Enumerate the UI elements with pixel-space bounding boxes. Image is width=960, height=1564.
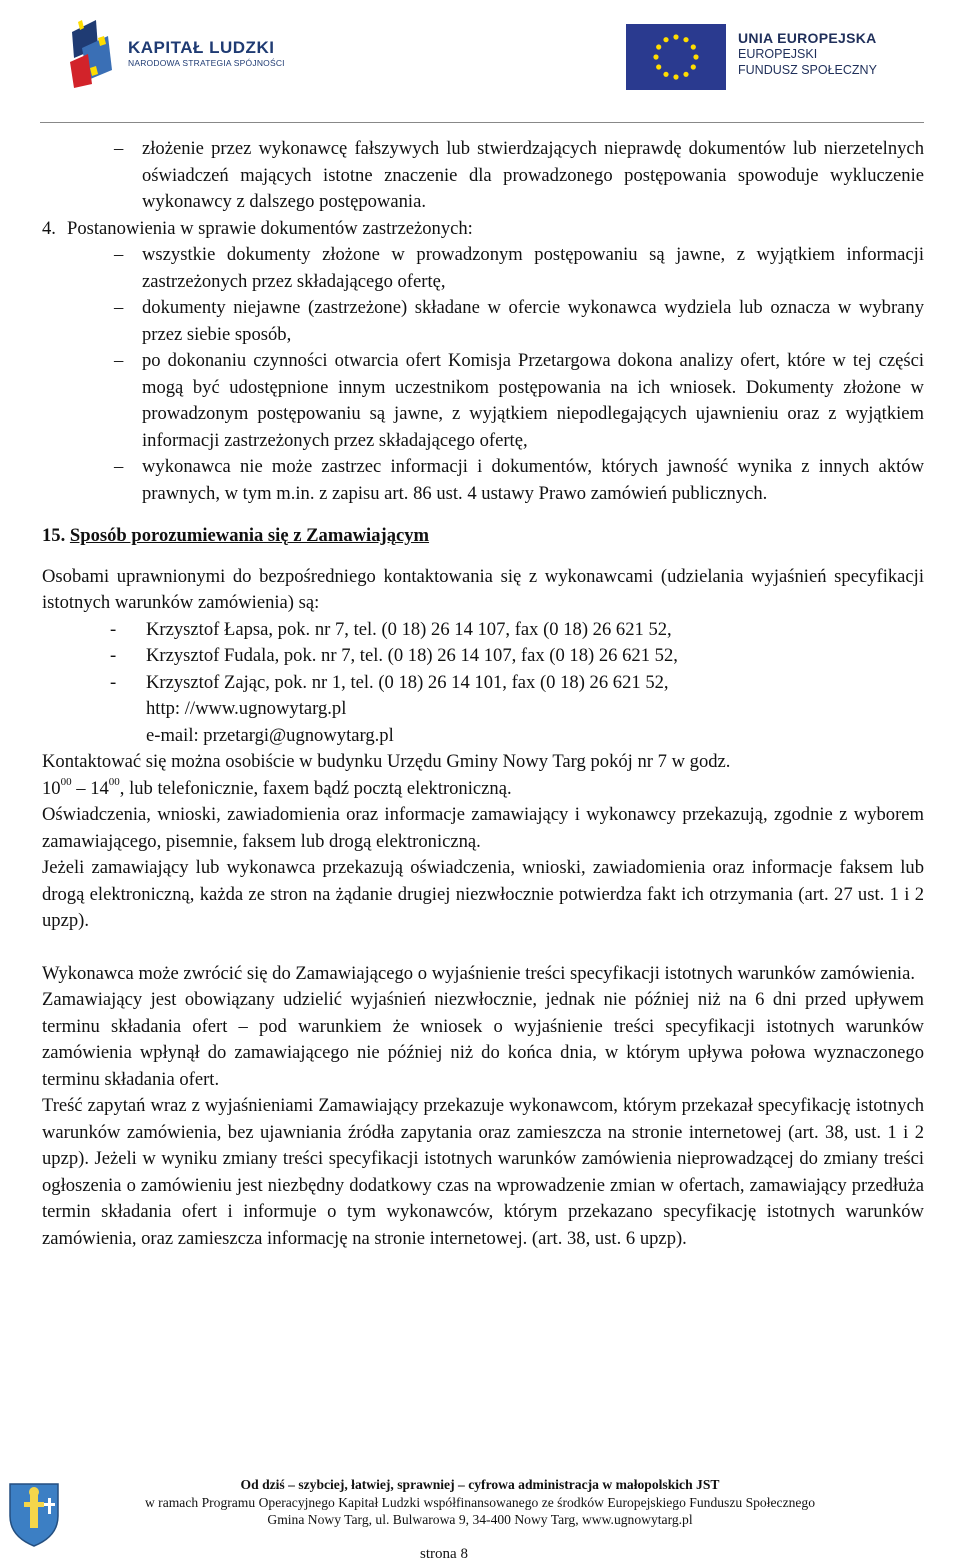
website-link[interactable]: http: //www.ugnowytarg.pl bbox=[146, 698, 347, 719]
eu-line-2: EUROPEJSKI bbox=[738, 47, 818, 61]
hour-separator: – bbox=[71, 777, 91, 799]
contact-person bbox=[42, 670, 924, 697]
list-dash: – bbox=[114, 456, 124, 477]
footer-line-3: Gmina Nowy Targ, ul. Bulwarowa 9, 34-400 Nowy Targ, www.ugnowytarg.pl bbox=[267, 1512, 693, 1527]
section-title: Sposób porozumiewania się z Zamawiającym bbox=[69, 525, 430, 546]
eu-flag-icon bbox=[626, 24, 726, 90]
header-divider bbox=[40, 122, 924, 123]
list-item bbox=[42, 136, 924, 216]
footer-line-2: w ramach Programu Operacyjnego Kapitał Ludzki współfinansowanego ze środków Europejskiego Funduszu Społecznego bbox=[144, 1494, 816, 1510]
list-dash: – bbox=[114, 138, 124, 159]
list-dash: – bbox=[114, 297, 124, 318]
section-heading bbox=[42, 523, 924, 550]
item-text: wszystkie dokumenty złożone w prowadzonym postępowaniu są jawne, z wyjątkiem informacji zastrzeżonych przez składającego ofertę, bbox=[142, 244, 924, 292]
point-text: Postanowienia w sprawie dokumentów zastrzeżonych: bbox=[67, 217, 473, 239]
eu-line-3: FUNDUSZ SPOŁECZNY bbox=[738, 63, 877, 77]
contact-text: Krzysztof Zając, pok. nr 1, tel. (0 18) 26 14 101, fax (0 18) 26 621 52, bbox=[146, 671, 669, 693]
list-item bbox=[42, 348, 924, 454]
list-dash: – bbox=[114, 244, 124, 265]
contact-hours-range bbox=[42, 776, 924, 803]
kapital-ludzki-title: KAPITAŁ LUDZKI bbox=[128, 38, 275, 57]
paragraph: Zamawiający jest obowiązany udzielić wyjaśnień niezwłocznie, jednak nie później niż na 6 dni przed upływem terminu składania ofert – pod warunkiem że wniosek o wyjaśnienie treści specyfikacji istotnych warunków zamówienia wpłynął do zamawiającego nie później niż do końca dnia, w którym upływa połowa wyznaczonego terminu składania ofert. bbox=[42, 989, 924, 1090]
item-text: złożenie przez wykonawcę fałszywych lub stwierdzających nieprawdę dokumentów lub nierzetelnych oświadczeń mających istotne znaczenie dla prowadzonego postępowania spowoduje wykluczenie wykonawcy z dalszego postępowania. bbox=[142, 138, 924, 212]
footer-text bbox=[0, 1476, 960, 1529]
contact-dash: - bbox=[110, 671, 117, 693]
contact-person bbox=[42, 617, 924, 644]
list-item bbox=[42, 454, 924, 507]
contact-dash: - bbox=[110, 618, 117, 640]
eu-line-1: UNIA EUROPEJSKA bbox=[738, 30, 877, 46]
footer-line-1: Od dziś – szybciej, łatwiej, sprawniej – cyfrowa administracja w małopolskich JST bbox=[240, 1477, 720, 1492]
hour-start-minutes: 00 bbox=[60, 776, 72, 789]
contact-intro: Osobami uprawnionymi do bezpośredniego kontaktowania się z wykonawcami (udzielania wyjaśnień specyfikacji istotnych warunków zamówienia) są: bbox=[42, 565, 924, 613]
page-number: strona 8 bbox=[420, 1546, 468, 1562]
list-item bbox=[42, 295, 924, 348]
contact-text: Krzysztof Łapsa, pok. nr 7, tel. (0 18) 26 14 107, fax (0 18) 26 621 52, bbox=[146, 618, 672, 640]
eu-fund-label bbox=[738, 30, 877, 78]
document-body bbox=[42, 136, 924, 1252]
paragraph: Oświadczenia, wnioski, zawiadomienia oraz informacje zamawiający i wykonawcy przekazują, zgodnie z wyborem zamawiającego, pisemnie, faksem lub drogą elektroniczną. bbox=[42, 804, 924, 852]
page-header bbox=[0, 0, 960, 120]
list-item bbox=[42, 242, 924, 295]
hour-end-minutes: 00 bbox=[108, 776, 120, 789]
contact-hours-line: Kontaktować się można osobiście w budynku Urzędu Gminy Nowy Targ pokój nr 7 w godz. bbox=[42, 751, 731, 772]
point-4 bbox=[42, 216, 924, 243]
email-link[interactable]: e-mail: przetargi@ugnowytarg.pl bbox=[146, 724, 394, 746]
point-number: 4. bbox=[42, 217, 56, 239]
item-text: dokumenty niejawne (zastrzeżone) składane w ofercie wykonawca wydziela lub oznacza w wybrany przez siebie sposób, bbox=[142, 297, 924, 345]
hour-start: 10 bbox=[42, 777, 61, 799]
section-number: 15. bbox=[42, 525, 66, 546]
page-footer bbox=[0, 1474, 960, 1564]
kapital-ludzki-subtitle: NARODOWA STRATEGIA SPÓJNOŚCI bbox=[128, 58, 285, 68]
contact-person bbox=[42, 643, 924, 670]
hour-end: 14 bbox=[90, 777, 109, 799]
list-dash: – bbox=[114, 350, 124, 371]
item-text: wykonawca nie może zastrzec informacji i dokumentów, których jawność wynika z innych aktów prawnych, w tym m.in. z zapisu art. 86 ust. 4 ustawy Prawo zamówień publicznych. bbox=[142, 456, 924, 504]
paragraph: Treść zapytań wraz z wyjaśnieniami Zamawiający przekazuje wykonawcom, którym przekazał specyfikację istotnych warunków zamówienia, bez ujawniania źródła zapytania oraz zamieszcza na stronie internetowej (art. 38, ust. 1 i 2 upzp). Jeżeli w wyniku zmiany treści specyfikacji istotnych warunków zamówienia nieprowadzącej do zmiany treści ogłoszenia o zamówieniu jest niezbędny dodatkowy czas na wprowadzenie zmian w ofertach, zamawiający przedłuża termin składania ofert i informuje o tym wykonawców, którym przekazano specyfikację istotnych warunków zamówienia, oraz zamieszcza informację na stronie internetowej. (art. 38, ust. 6 upzp). bbox=[42, 1095, 924, 1249]
spacer bbox=[42, 935, 924, 961]
contact-hours-tail: , lub telefonicznie, faxem bądź pocztą elektroniczną. bbox=[119, 777, 512, 799]
paragraph: Wykonawca może zwrócić się do Zamawiającego o wyjaśnienie treści specyfikacji istotnych warunków zamówienia. bbox=[42, 962, 915, 984]
contact-text: Krzysztof Fudala, pok. nr 7, tel. (0 18) 26 14 107, fax (0 18) 26 621 52, bbox=[146, 645, 678, 666]
contact-dash: - bbox=[110, 645, 117, 666]
paragraph: Jeżeli zamawiający lub wykonawca przekazują oświadczenia, wnioski, zawiadomienia oraz informacje faksem lub drogą elektroniczną, każda ze stron na żądanie drugiej niezwłocznie potwierdza fakt ich otrzymania (art. 27 ust. 1 i 2 upzp). bbox=[42, 857, 924, 931]
item-text: po dokonaniu czynności otwarcia ofert Komisja Przetargowa dokona analizy ofert, które w tej części mogą być udostępnione innym uczestnikom postępowania na ich wniosek. Dokumenty złożone w prowadzonym postępowaniu są jawne, z wyjątkiem niepodlegających ujawnieniu oraz z wyjątkiem informacji zastrzeżonych przez składającego ofertę, bbox=[142, 350, 924, 451]
